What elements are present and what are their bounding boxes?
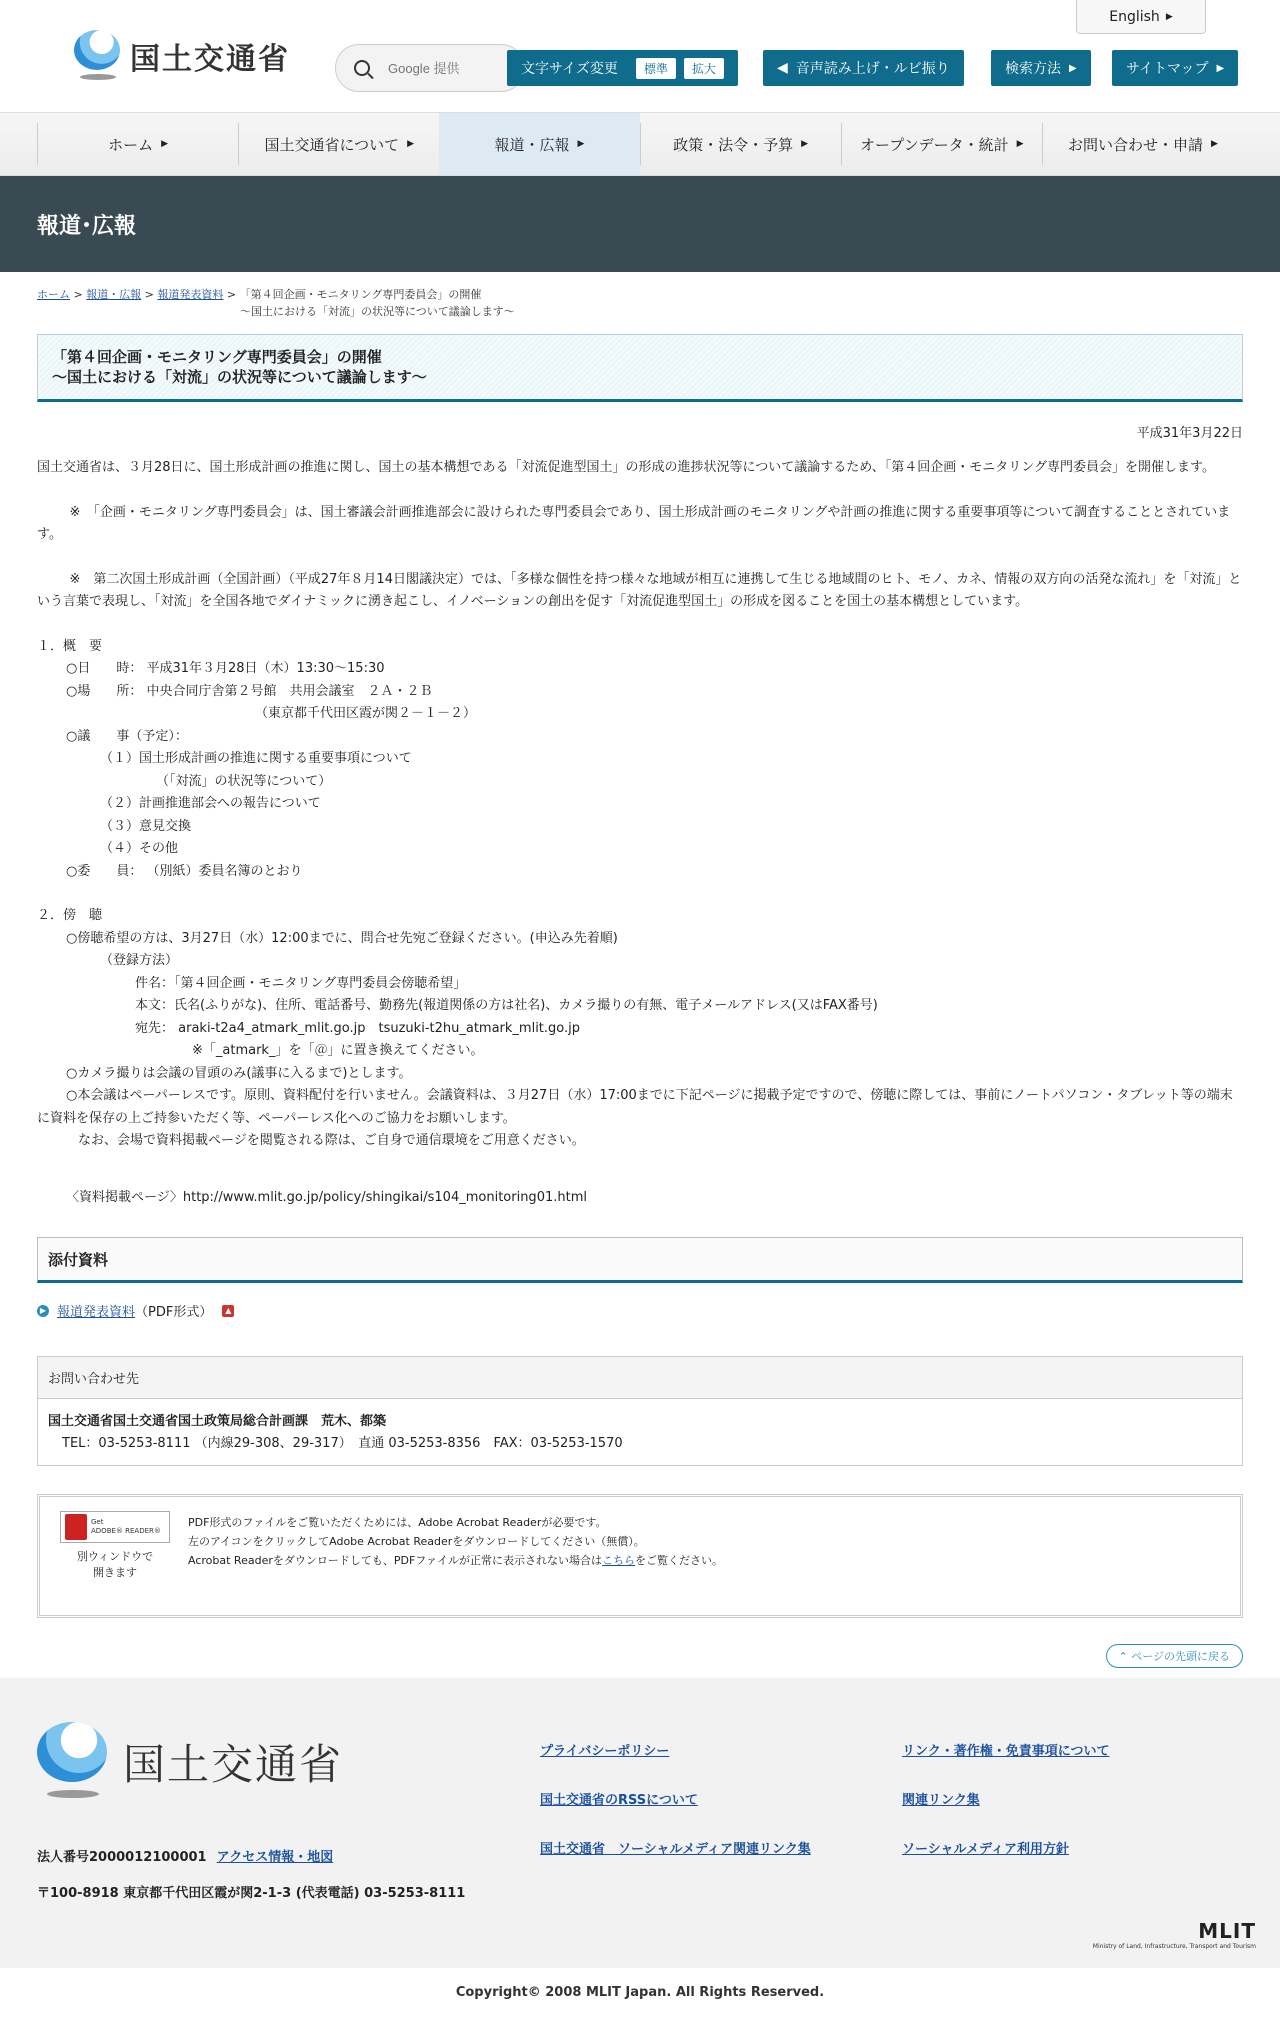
camera-note: ○カメラ撮りは会議の冒頭のみ(議事に入るまで)とします。: [66, 1065, 412, 1081]
triangle-right-icon: ▶: [1165, 11, 1173, 22]
triangle-right-icon: ▶: [161, 139, 169, 149]
breadcrumb-press[interactable]: 報道発表資料: [157, 288, 224, 301]
new-window-caption: 別ウィンドウで 開きます: [76, 1550, 154, 1579]
back-to-top-label: ページの先頭に戻る: [1131, 1650, 1230, 1663]
breadcrumb-news[interactable]: 報道・広報: [86, 288, 142, 301]
nav-item-contact[interactable]: [1042, 123, 1243, 165]
triangle-right-icon: ▶: [407, 139, 415, 149]
meeting-date: ○日 時： 平成31年３月28日（木）13:30～15:30: [66, 661, 385, 676]
badge-name: ADOBE® READER®: [91, 1527, 161, 1535]
note-paragraph: ※ 第二次国土形成計画（全国計画）（平成27年８月14日閣議決定）では、「多様な個性を持つ様々な地域が相互に連携して生じる地域間のヒト、モノ、カネ、情報の双方向の活発な流れ」を「対流」という言葉で表現し、「対流」を全国各地でダイナミックに湧き起こし、イノベーションの創出を促す「対流促進型国土」の形成を図ることを国土の基本構想としています。: [37, 571, 1242, 609]
back-to-top-button[interactable]: [1106, 1644, 1244, 1668]
note-paragraph: ※ 「企画・モニタリング専門委員会」は、国土審議会計画推進部会に設けられた専門委員会であり、国土形成計画のモニタリングや計画の推進に関する重要事項等について調査することとされています。: [37, 504, 1231, 542]
footer-address: 〒100-8918 東京都千代田区霞が関2-1-3 (代表電話) 03-5253-8111: [37, 1886, 466, 1901]
sitemap-button[interactable]: [1112, 50, 1238, 86]
triangle-right-icon: ▶: [1210, 139, 1218, 149]
registration-subject: 件名：「第４回企画・モニタリング専門委員会傍聴希望」: [135, 975, 467, 991]
triangle-right-icon: ▶: [1016, 139, 1024, 149]
privacy-policy-link[interactable]: プライバシーポリシー: [540, 1744, 670, 1759]
rss-link[interactable]: 国土交通省のRSSについて: [540, 1793, 698, 1808]
mlit-logo-icon: [37, 1722, 109, 1802]
global-nav: [0, 112, 1280, 176]
nav-item-home[interactable]: [37, 123, 238, 165]
font-size-control: [507, 50, 738, 86]
attachment-item: [37, 1301, 1243, 1320]
contact-heading: お問い合わせ先: [38, 1357, 1242, 1399]
help-link[interactable]: こちら: [602, 1554, 636, 1567]
article-title-line2: ～国土における「対流」の状況等について議論します～: [52, 368, 427, 386]
english-button[interactable]: [1076, 0, 1206, 34]
atmark-note: ※「_atmark_」を「＠」に置き換えてください。: [192, 1043, 484, 1058]
site-header: [0, 0, 1280, 112]
nav-item-opendata[interactable]: [841, 123, 1042, 165]
materials-page-url: 〈資料掲載ページ〉http://www.mlit.go.jp/policy/shingikai/s104_monitoring01.html: [66, 1189, 587, 1205]
nav-item-about[interactable]: [238, 123, 439, 165]
registration-address: 宛先： araki-t2a4_atmark_mlit.go.jp tsuzuki-t2hu_atmark_mlit.go.jp: [135, 1020, 581, 1036]
search-method-label: 検索方法: [1005, 61, 1061, 77]
nav-label: 国土交通省について: [264, 135, 400, 154]
mlit-wordmark-sub: Ministry of Land, Infrastructure, Transport and Tourism: [1092, 1943, 1256, 1950]
copyright: Copyright© 2008 MLIT Japan. All Rights Reserved.: [455, 1984, 825, 2000]
attachments-heading: 添付資料: [37, 1237, 1243, 1283]
pdf-icon: ▲: [222, 1305, 234, 1317]
acrobat-notice: [37, 1494, 1243, 1618]
footer-logo[interactable]: [37, 1722, 343, 1802]
nav-item-news[interactable]: [439, 113, 639, 175]
publish-date: 平成31年3月22日: [1136, 426, 1243, 441]
font-size-label: 文字サイズ変更: [521, 61, 618, 77]
nav-label: 報道・広報: [494, 135, 570, 154]
breadcrumb: ホーム > 報道・広報 > 報道発表資料 > 「第４回企画・モニタリング専門委員会」の開催 ～国土における「対流」の状況等について議論します～: [37, 286, 1243, 320]
triangle-right-icon: ▶: [1069, 62, 1077, 74]
agenda-item: （３）意見交換: [100, 818, 192, 834]
breadcrumb-current: 「第４回企画・モニタリング専門委員会」の開催: [239, 288, 482, 301]
article-title: [37, 334, 1243, 402]
font-size-standard-button[interactable]: 標準: [636, 58, 676, 79]
chevron-up-icon: ⌃: [1118, 1650, 1128, 1663]
paperless-note: ○本会議はペーパーレスです。原則、資料配付を行いません。会議資料は、３月27日（水）17:00までに下記ページに掲載予定ですので、傍聴に際しては、事前にノートパソコン・タブレット等の端末に資料を保存の上ご持参いただく等、ペーパーレス化へのご協力をお願いします。: [37, 1088, 1233, 1126]
acrobat-line: 左のアイコンをクリックしてAdobe Acrobat Readerをダウンロードしてください（無償）。: [188, 1535, 645, 1548]
logo-text: 国土交通省: [130, 42, 290, 77]
search-method-button[interactable]: [991, 50, 1091, 86]
bullet-arrow-icon: ▶: [37, 1305, 49, 1317]
members: ○委 員： （別紙）委員名簿のとおり: [66, 863, 303, 879]
triangle-right-icon: ▶: [577, 139, 585, 149]
speaker-icon: ◀: [777, 60, 788, 76]
acrobat-line: PDF形式のファイルをご覧いただくためには、Adobe Acrobat Readerが必要です。: [188, 1516, 607, 1529]
font-size-large-button[interactable]: 拡大: [684, 58, 724, 79]
social-media-links-link[interactable]: 国土交通省 ソーシャルメディア関連リンク集: [540, 1842, 811, 1857]
copyright-disclaimer-link[interactable]: リンク・著作権・免責事項について: [902, 1744, 1110, 1759]
attachment-format: （PDF形式）: [135, 1305, 213, 1320]
voice-reading-button[interactable]: [763, 50, 964, 86]
contact-box: [37, 1356, 1243, 1466]
footer-links: [540, 1740, 1202, 1857]
agenda-heading: ○議 事（予定）：: [66, 728, 188, 744]
pagetop-wrap: [37, 1644, 1243, 1668]
related-links-link[interactable]: 関連リンク集: [902, 1793, 980, 1808]
article-body: [37, 457, 1243, 1209]
site-footer: [0, 1678, 1280, 1968]
nav-item-policy[interactable]: [640, 123, 841, 165]
footer-info: [37, 1840, 465, 1912]
search-box[interactable]: [335, 44, 525, 92]
search-icon[interactable]: [354, 60, 370, 76]
access-map-link[interactable]: アクセス情報・地図: [216, 1850, 334, 1865]
site-logo[interactable]: [74, 30, 290, 82]
press-release-pdf-link[interactable]: 報道発表資料: [57, 1305, 136, 1320]
meeting-place: ○場 所： 中央合同庁舎第２号館 共用会議室 ２Ａ・２Ｂ: [66, 683, 433, 699]
breadcrumb-home[interactable]: ホーム: [37, 288, 70, 301]
voice-label: 音声読み上げ・ルビ振り: [795, 61, 950, 77]
nav-label: 政策・法令・予算: [673, 135, 794, 154]
network-note: なお、会場で資料掲載ページを閲覧される際は、ご自身で通信環境をご用意ください。: [78, 1133, 585, 1148]
section-heading: ２．傍 聴: [37, 908, 103, 923]
section-heading: １．概 要: [37, 638, 103, 654]
nav-label: オープンデータ・統計: [859, 135, 1009, 154]
agenda-item: （１）国土形成計画の推進に関する重要事項について: [100, 751, 412, 766]
mlit-wordmark: [1093, 1919, 1256, 1950]
english-label: English: [1109, 8, 1160, 25]
contact-org: 国土交通省国土交通省国土政策局総合計画課 荒木、都築: [48, 1414, 387, 1429]
agenda-item-note: （「対流」の状況等について）: [156, 773, 332, 789]
sitemap-label: サイトマップ: [1126, 61, 1209, 77]
footer-logo-text: 国土交通省: [123, 1740, 344, 1789]
social-media-policy-link[interactable]: ソーシャルメディア利用方針: [902, 1842, 1070, 1857]
search-input[interactable]: [388, 61, 508, 76]
adobe-reader-icon: [65, 1514, 87, 1540]
agenda-item: （４）その他: [100, 841, 179, 856]
meeting-address: （東京都千代田区霞が関２－１－２）: [255, 706, 477, 721]
nav-label: ホーム: [108, 135, 154, 154]
observer-info: ○傍聴希望の方は、3月27日（水）12:00までに、問合せ先宛ご登録ください。(申込み先着順): [66, 930, 618, 946]
mlit-wordmark-text: MLIT: [1198, 1919, 1256, 1943]
nav-label: お問い合わせ・申請: [1067, 135, 1203, 154]
acrobat-line: Acrobat Readerをダウンロードしても、PDFファイルが正常に表示されない場合はこちらをご覧ください。: [188, 1554, 724, 1567]
article-title-line1: 「第４回企画・モニタリング専門委員会」の開催: [52, 348, 382, 366]
mlit-logo-icon: [74, 30, 122, 82]
agenda-item: （２）計画推進部会への報告について: [100, 796, 321, 811]
get-adobe-reader-button[interactable]: [60, 1511, 170, 1543]
page-title-bar: [0, 176, 1280, 272]
contact-tel: TEL：03-5253-8111 （内線29-308、29-317） 直通 03-5253-8356 FAX：03-5253-1570: [62, 1436, 623, 1451]
registration-method: （登録方法）: [100, 953, 179, 968]
page-title: 報道･広報: [37, 213, 137, 239]
triangle-right-icon: ▶: [801, 139, 809, 149]
triangle-right-icon: ▶: [1216, 62, 1225, 74]
registration-body: 本文：氏名(ふりがな)、住所、電話番号、勤務先(報道関係の方は社名)、カメラ撮りの有無、電子メールアドレス(又はFAX番号): [135, 998, 878, 1013]
intro-paragraph: 国土交通省は、３月28日に、国土形成計画の推進に関し、国土の基本構想である「対流促進型国土」の形成の進捗状況等について議論するため、「第４回企画・モニタリング専門委員会」を開催します。: [37, 460, 1215, 475]
corporate-number: 法人番号2000012100001: [37, 1850, 207, 1865]
badge-get: Get: [91, 1518, 104, 1526]
breadcrumb-current-subtitle: ～国土における「対流」の状況等について議論します～: [240, 305, 515, 318]
